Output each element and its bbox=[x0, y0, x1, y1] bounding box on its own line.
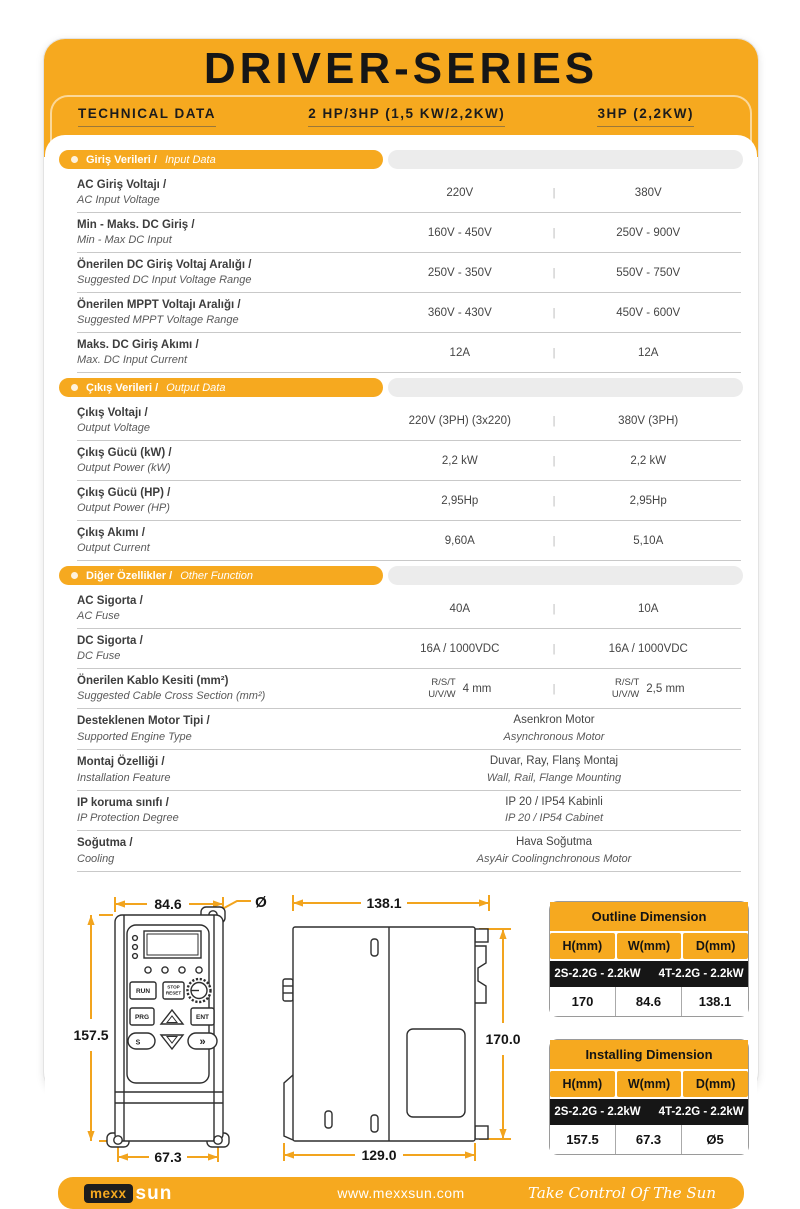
row-values bbox=[367, 712, 741, 746]
row-label-en: AC Input Voltage bbox=[77, 194, 160, 207]
table-row bbox=[77, 521, 741, 561]
table-values-row bbox=[550, 1125, 748, 1154]
table-row bbox=[77, 441, 741, 481]
section-pill-tail bbox=[388, 566, 743, 585]
column-separator: | bbox=[552, 682, 556, 695]
table-row bbox=[77, 481, 741, 521]
table-column-headers bbox=[550, 1071, 748, 1097]
row-label-en: Min - Max DC Input bbox=[77, 234, 172, 247]
side-width-dim: 138.1 bbox=[366, 895, 402, 911]
row-label bbox=[77, 633, 367, 665]
din-rail-profile bbox=[475, 946, 486, 1003]
side-view-drawing bbox=[279, 889, 535, 1169]
value-span-tr: IP 20 / IP54 Kabinli bbox=[505, 795, 603, 808]
led-icon bbox=[133, 954, 138, 959]
table-title: Outline Dimension bbox=[550, 902, 748, 933]
cable-line: R/S/T bbox=[615, 676, 640, 688]
band-model-left: 2 HP/3HP (1,5 KW/2,2KW) bbox=[308, 106, 505, 127]
row-values bbox=[367, 794, 741, 828]
page-title: DRIVER-SERIES bbox=[203, 44, 599, 93]
dimension-table bbox=[549, 1039, 749, 1155]
row-label bbox=[77, 337, 367, 369]
column-separator: | bbox=[552, 454, 556, 467]
row-label-tr: Min - Maks. DC Giriş / bbox=[77, 218, 195, 231]
vent-slot bbox=[371, 939, 378, 956]
row-values bbox=[367, 677, 741, 701]
section-pill-tail bbox=[388, 150, 743, 169]
table-row bbox=[77, 831, 741, 872]
row-values bbox=[367, 227, 741, 239]
value-span-en: Asynchronous Motor bbox=[503, 730, 605, 743]
table-value: 84.6 bbox=[616, 987, 682, 1016]
drawings-row bbox=[61, 889, 749, 1169]
value-col1: 2,2 kW bbox=[441, 454, 478, 467]
row-label-en: Max. DC Input Current bbox=[77, 354, 188, 367]
value-col2: 12A bbox=[637, 346, 659, 359]
value-span-en: AsyAir Coolingnchronous Motor bbox=[476, 853, 632, 866]
value-col2 bbox=[552, 676, 741, 701]
table-row bbox=[77, 213, 741, 253]
website-url: www.mexxsun.com bbox=[337, 1185, 465, 1201]
row-label bbox=[77, 835, 367, 867]
row-values bbox=[367, 834, 741, 868]
table-row bbox=[77, 173, 741, 213]
table-values-row bbox=[550, 987, 748, 1016]
value-col2: 380V (3PH) bbox=[618, 414, 679, 427]
row-label bbox=[77, 297, 367, 329]
row-label-tr: Soğutma / bbox=[77, 837, 133, 850]
row-values bbox=[367, 187, 741, 199]
front-height-dim: 157.5 bbox=[73, 1027, 109, 1043]
cable-prefix bbox=[428, 677, 455, 701]
table-row bbox=[77, 293, 741, 333]
row-label-tr: Önerilen Kablo Kesiti (mm²) bbox=[77, 674, 229, 687]
column-separator: | bbox=[552, 534, 556, 547]
row-values bbox=[367, 753, 741, 787]
footer-bar bbox=[58, 1177, 744, 1209]
model-name: 4T-2.2G - 2.2kW bbox=[658, 1106, 744, 1118]
shift-label: » bbox=[199, 1036, 206, 1048]
value-col2: 16A / 1000VDC bbox=[608, 642, 688, 655]
spec-section bbox=[45, 566, 757, 872]
cable-line: R/S/T bbox=[431, 676, 456, 688]
row-label-tr: Önerilen MPPT Voltajı Aralığı / bbox=[77, 298, 241, 311]
mexxsun-logo bbox=[84, 1184, 172, 1203]
column-separator: | bbox=[552, 642, 556, 655]
led-icon bbox=[133, 945, 138, 950]
table-value: 67.3 bbox=[616, 1125, 682, 1154]
column-header: W(mm) bbox=[617, 933, 682, 959]
model-name: 2S-2.2G - 2.2kW bbox=[554, 1106, 641, 1118]
value-span-en: Wall, Rail, Flange Mounting bbox=[486, 771, 622, 784]
value-span-en: IP 20 / IP54 Cabinet bbox=[504, 812, 604, 825]
cable-value: 2,5 mm bbox=[646, 682, 685, 695]
section-header bbox=[59, 150, 743, 169]
spec-section bbox=[45, 150, 757, 373]
value-col2: 450V - 600V bbox=[616, 306, 681, 319]
din-clip-bottom bbox=[475, 1126, 488, 1139]
model-row bbox=[550, 1099, 748, 1125]
row-label-tr: Çıkış Voltajı / bbox=[77, 406, 148, 419]
run-label: RUN bbox=[135, 988, 151, 995]
table-row bbox=[77, 709, 741, 750]
column-header: W(mm) bbox=[617, 1071, 682, 1097]
row-label-en: Cooling bbox=[77, 853, 115, 866]
section-title-tr: Çıkış Verileri / bbox=[86, 381, 159, 394]
row-label-tr: Çıkış Akımı / bbox=[77, 526, 145, 539]
led-icon bbox=[133, 936, 138, 941]
row-label bbox=[77, 217, 367, 249]
section-header bbox=[59, 566, 743, 585]
value-col1: 220V (3PH) (3x220) bbox=[408, 414, 511, 427]
row-label bbox=[77, 485, 367, 517]
datasheet-card bbox=[43, 38, 759, 1204]
row-label-en: AC Fuse bbox=[77, 610, 120, 623]
value-col2: 250V - 900V bbox=[616, 226, 681, 239]
cable-line: U/V/W bbox=[428, 688, 456, 700]
section-pill bbox=[59, 150, 383, 169]
table-row bbox=[77, 253, 741, 293]
row-values bbox=[367, 535, 741, 547]
row-values bbox=[367, 455, 741, 467]
table-row bbox=[77, 333, 741, 373]
cable-prefix bbox=[612, 677, 639, 701]
section-pill bbox=[59, 378, 383, 397]
row-label-en: Suggested DC Input Voltage Range bbox=[77, 274, 252, 287]
table-value: 170 bbox=[550, 987, 616, 1016]
column-separator: | bbox=[552, 346, 556, 359]
row-values bbox=[367, 603, 741, 615]
section-pill-tail bbox=[388, 378, 743, 397]
value-col1: 40A bbox=[449, 602, 471, 615]
side-connector bbox=[283, 979, 293, 1001]
row-label-tr: Çıkış Gücü (HP) / bbox=[77, 486, 171, 499]
s-button bbox=[128, 1033, 155, 1049]
row-label bbox=[77, 177, 367, 209]
value-col1 bbox=[367, 677, 553, 701]
row-values bbox=[367, 307, 741, 319]
row-label-en: DC Fuse bbox=[77, 650, 121, 663]
table-value: 138.1 bbox=[682, 987, 748, 1016]
vent-slot bbox=[325, 1111, 332, 1128]
value-col1: 2,95Hp bbox=[441, 494, 479, 507]
row-label bbox=[77, 673, 367, 705]
value-col2: 2,2 kW bbox=[630, 454, 667, 467]
row-values bbox=[367, 415, 741, 427]
front-width-dim: 84.6 bbox=[154, 896, 182, 912]
stop-label: STOP bbox=[167, 984, 180, 990]
column-header: D(mm) bbox=[683, 933, 748, 959]
row-label-en: Supported Engine Type bbox=[77, 730, 192, 743]
side-height-dim: 170.0 bbox=[485, 1031, 521, 1047]
table-row bbox=[77, 791, 741, 832]
column-separator: | bbox=[552, 266, 556, 279]
row-values bbox=[367, 495, 741, 507]
table-title: Installing Dimension bbox=[550, 1040, 748, 1071]
column-separator: | bbox=[552, 494, 556, 507]
model-name: 2S-2.2G - 2.2kW bbox=[554, 968, 641, 980]
row-label bbox=[77, 257, 367, 289]
row-value-span bbox=[367, 753, 741, 787]
row-label-en: Output Power (HP) bbox=[77, 502, 170, 515]
value-span-tr: Duvar, Ray, Flanş Montaj bbox=[489, 754, 619, 767]
row-values bbox=[367, 643, 741, 655]
value-col1: 16A / 1000VDC bbox=[420, 642, 500, 655]
row-label bbox=[77, 445, 367, 477]
row-label-en: Suggested MPPT Voltage Range bbox=[77, 314, 239, 327]
dimension-tables bbox=[549, 901, 749, 1155]
spec-section bbox=[45, 378, 757, 561]
row-label-tr: Montaj Özelliği / bbox=[77, 755, 165, 768]
ent-label: ENT bbox=[196, 1014, 209, 1021]
row-values bbox=[367, 347, 741, 359]
row-label-tr: AC Giriş Voltajı / bbox=[77, 178, 167, 191]
value-col2: 5,10A bbox=[633, 534, 664, 547]
band-model-right: 3HP (2,2KW) bbox=[597, 106, 694, 127]
row-label-en: Installation Feature bbox=[77, 771, 171, 784]
side-cover-plate bbox=[407, 1029, 465, 1117]
row-value-span bbox=[367, 794, 741, 828]
table-column-headers bbox=[550, 933, 748, 959]
row-label-tr: Desteklenen Motor Tipi / bbox=[77, 715, 210, 728]
column-separator: | bbox=[552, 306, 556, 319]
table-value: 157.5 bbox=[550, 1125, 616, 1154]
front-holes-dim: 67.3 bbox=[154, 1149, 182, 1165]
prg-label: PRG bbox=[134, 1014, 150, 1021]
value-col1: 12A bbox=[449, 346, 471, 359]
bullet-icon bbox=[71, 572, 78, 579]
vent-slot bbox=[371, 1115, 378, 1132]
table-row bbox=[77, 629, 741, 669]
row-label bbox=[77, 795, 367, 827]
value-col2: 380V bbox=[634, 186, 662, 199]
section-header bbox=[59, 378, 743, 397]
row-label-tr: Maks. DC Giriş Akımı / bbox=[77, 338, 199, 351]
content bbox=[45, 135, 757, 1169]
row-label bbox=[77, 525, 367, 557]
section-title-en: Input Data bbox=[164, 153, 216, 166]
row-label-en: IP Protection Degree bbox=[77, 812, 179, 825]
section-title-tr: Giriş Verileri / bbox=[86, 153, 157, 166]
section-pill bbox=[59, 566, 383, 585]
din-clip-top bbox=[475, 929, 488, 942]
row-label-en: Output Voltage bbox=[77, 422, 150, 435]
row-label bbox=[77, 754, 367, 786]
bullet-icon bbox=[71, 156, 78, 163]
column-separator: | bbox=[552, 414, 556, 427]
row-label-tr: DC Sigorta / bbox=[77, 634, 143, 647]
row-label-en: Suggested Cable Cross Section (mm²) bbox=[77, 690, 266, 703]
table-row bbox=[77, 401, 741, 441]
column-header: H(mm) bbox=[550, 933, 615, 959]
cable-line: U/V/W bbox=[611, 688, 640, 700]
dimension-table bbox=[549, 901, 749, 1017]
row-values bbox=[367, 267, 741, 279]
column-header: D(mm) bbox=[683, 1071, 748, 1097]
table-row bbox=[77, 589, 741, 629]
front-view-drawing bbox=[61, 889, 273, 1169]
band-technical-data: TECHNICAL DATA bbox=[78, 106, 216, 127]
sections bbox=[45, 145, 757, 877]
value-col2: 2,95Hp bbox=[629, 494, 667, 507]
value-col1: 360V - 430V bbox=[427, 306, 492, 319]
logo-sun-text: sun bbox=[135, 1182, 173, 1204]
value-col1: 220V bbox=[446, 186, 474, 199]
cable-value: 4 mm bbox=[462, 682, 492, 695]
slogan-text: Take Control Of The Sun bbox=[527, 1184, 716, 1202]
value-col1: 160V - 450V bbox=[427, 226, 492, 239]
model-row bbox=[550, 961, 748, 987]
section-title-tr: Diğer Özellikler / bbox=[86, 569, 173, 582]
row-value-span bbox=[367, 712, 741, 746]
s-label: S bbox=[135, 1039, 141, 1047]
column-separator: | bbox=[552, 186, 556, 199]
bullet-icon bbox=[71, 384, 78, 391]
table-row bbox=[77, 669, 741, 709]
row-label bbox=[77, 593, 367, 625]
value-col1: 9,60A bbox=[444, 534, 475, 547]
row-label-tr: Önerilen DC Giriş Voltaj Aralığı / bbox=[77, 258, 252, 271]
section-title-en: Other Function bbox=[180, 569, 253, 582]
value-span-tr: Asenkron Motor bbox=[513, 714, 595, 726]
reset-label: RESET bbox=[165, 990, 182, 996]
value-col2: 10A bbox=[637, 602, 659, 615]
column-separator: | bbox=[552, 602, 556, 615]
row-label bbox=[77, 405, 367, 437]
logo-mexx-box: mexx bbox=[84, 1184, 133, 1203]
model-name: 4T-2.2G - 2.2kW bbox=[658, 968, 744, 980]
hole-diameter-label: Ø bbox=[255, 894, 267, 911]
row-label-en: Output Power (kW) bbox=[77, 462, 171, 475]
row-label-tr: AC Sigorta / bbox=[77, 594, 143, 607]
table-value: Ø5 bbox=[682, 1125, 748, 1154]
row-value-span bbox=[367, 834, 741, 868]
value-col2: 550V - 750V bbox=[616, 266, 681, 279]
table-row bbox=[77, 750, 741, 791]
side-wedge bbox=[284, 1075, 293, 1140]
row-label bbox=[77, 713, 367, 745]
side-bottom-dim: 129.0 bbox=[361, 1147, 397, 1163]
row-label-tr: IP koruma sınıfı / bbox=[77, 796, 169, 809]
row-label-en: Output Current bbox=[77, 542, 150, 555]
value-span-tr: Hava Soğutma bbox=[515, 836, 593, 849]
column-separator: | bbox=[552, 226, 556, 239]
column-header: H(mm) bbox=[550, 1071, 615, 1097]
section-title-en: Output Data bbox=[166, 381, 226, 394]
value-col1: 250V - 350V bbox=[427, 266, 492, 279]
row-label-tr: Çıkış Gücü (kW) / bbox=[77, 446, 172, 459]
